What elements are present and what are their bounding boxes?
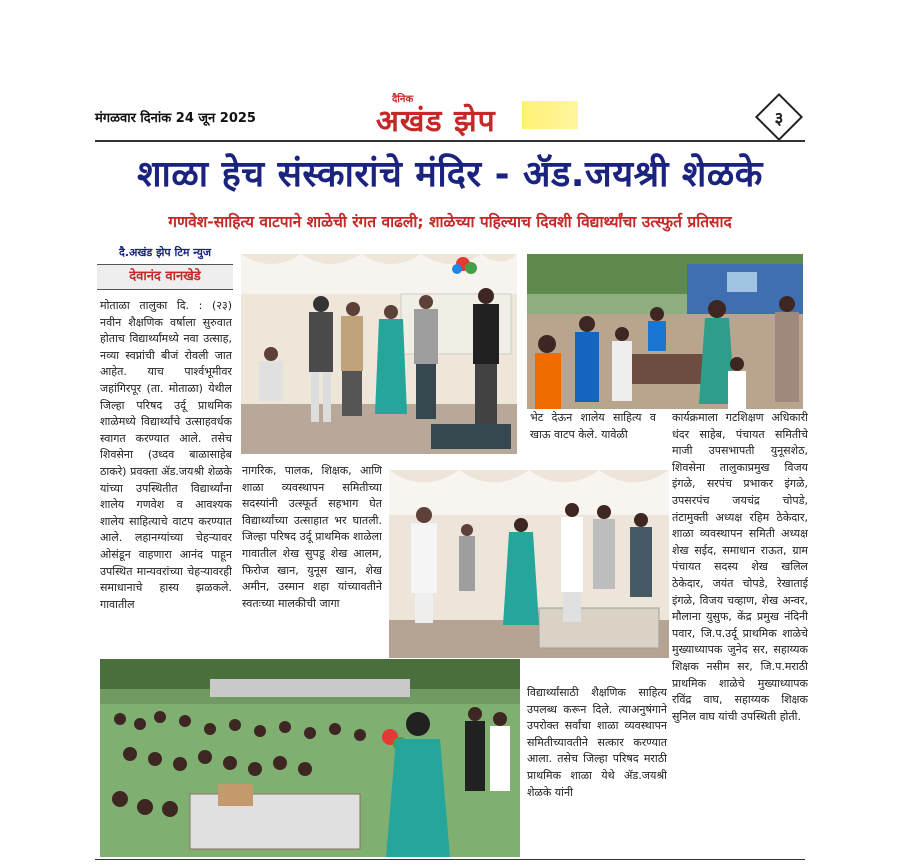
article-column-4: कार्यक्रमाला गटशिक्षण अधिकारी धंदर साहेब, पंचायत समितीचे माजी उपसभापती युनूसशेठ, शिवसेना तालुकाप्रमुख विजय इंगळे, सरपंच प्रभाकर इंगळे, उपसरपंच जयचंद्र चोपडे, तंटामुक्ती अध्यक्ष रहिम ठेकेदार, शाळा व्यवस्थापन समिती अध्यक्ष शेख सईद, समाधान राऊत, ग्राम पंचायत सदस्य शेख खलिल ठेकेदार, जयंत चोपडे, रेखाताई इंगळे, विजय चव्हाण, शेख अन्वर, मौलाना युसुफ, केंद्र प्रमुख नंदिनी पवार, जि.प.उर्दू प्राथमिक शाळेचे मुख्याध्यापक जुनेद सर, सहाय्यक शिक्षक नसीम सर, जि.प.मराठी प्राथमिक शाळेचे मुख्याध्यापक रविंद्र वाघ, सहाय्यक शिक्षक सुनिल वाघ यांची उपस्थिती होती. xyxy=(672,411,808,723)
article-column-3: विद्यार्थ्यांसाठी शैक्षणिक साहित्य उपलब्ध करून दिले. त्याअनुषंगाने उपरोक्त सर्वांचा शाळा व्यवस्थापन समितीच्यावतीने सत्कार करण्यात आला. तसेच जिल्हा परिषद मराठी प्राथमिक शाळा येथे ॲड.जयश्री शेळके यांनी xyxy=(527,686,667,799)
bottom-divider xyxy=(95,859,805,860)
subheadline: गणवेश-साहित्य वाटपाने शाळेची रंगत वाढली; शाळेच्या पहिल्याच दिवशी विद्यार्थ्यांचा उत्स्फुर्त प्रतिसाद xyxy=(168,213,732,231)
byline: देवानंद वानखेडे xyxy=(97,264,233,290)
article-column-3-top: भेट देऊन शालेय साहित्य व खाऊ वाटप केले. यावेळी xyxy=(530,411,656,441)
masthead-title: अखंड झेप xyxy=(376,104,496,139)
issue-date: मंगळवार दिनांक 24 जून 2025 xyxy=(95,111,256,126)
masthead-highlight xyxy=(522,101,578,129)
article-column-1: मोताळा तालुका दि. : (२३) नवीन शैक्षणिक वर्षाला सुरुवात होताच विद्यार्थ्यांमध्ये नवा उत्साह, नव्या स्वप्नांची बीजं रोवली जात आहेत. याच पार्श्वभूमीवर जहांगिरपूर (ता. मोताळा) येथील जिल्हा परिषद उर्दू प्राथमिक शाळेमध्ये विद्यार्थ्यांचे उत्साहवर्धक स्वागत करण्यात आले. तसेच शिवसेना (उध्दव बाळासाहेब ठाकरे) प्रवक्ता ॲड.जयश्री शेळके यांच्या उपस्थितीत विद्यार्थ्यांना शालेय गणवेश व आवश्यक शालेय साहित्याचे वाटप करण्यात आले. लहानग्यांच्या चेहऱ्यावर ओसंडून वाहणारा आनंद पाहून उपस्थित मान्यवरांच्या चेहऱ्यावरही समाधानाचे हास्य झळकले. गावातील xyxy=(100,299,232,611)
page-number: ३ xyxy=(774,108,784,129)
article-column-2: नागरिक, पालक, शिक्षक, आणि शाळा व्यवस्थापन समितीच्या सदस्यांनी उत्स्फूर्त सहभाग घेत विद्यार्थ्यांच्या उत्साहात भर घातली. जिल्हा परिषद उर्दू प्राथमिक शाळेला गावातील शेख सुपडू शेख आलम, फिरोज खान, युनूस खान, शेख अमीन, उस्मान शहा यांच्यावतीने स्वतःच्या मालकीची जागा xyxy=(242,464,382,610)
photo-students-seated xyxy=(100,659,520,857)
photo-uniform-distribution xyxy=(241,254,517,454)
page-number-badge xyxy=(755,93,803,141)
masthead-small: दैनिक xyxy=(392,94,414,105)
header-divider xyxy=(95,140,805,142)
photo-snack-distribution xyxy=(527,254,803,409)
news-desk: दै.अखंड झेप टिम न्युज xyxy=(118,246,212,259)
photo-felicitation xyxy=(389,470,669,658)
headline: शाळा हेच संस्कारांचे मंदिर - ॲड.जयश्री शेळके xyxy=(137,154,763,195)
masthead xyxy=(372,95,582,139)
